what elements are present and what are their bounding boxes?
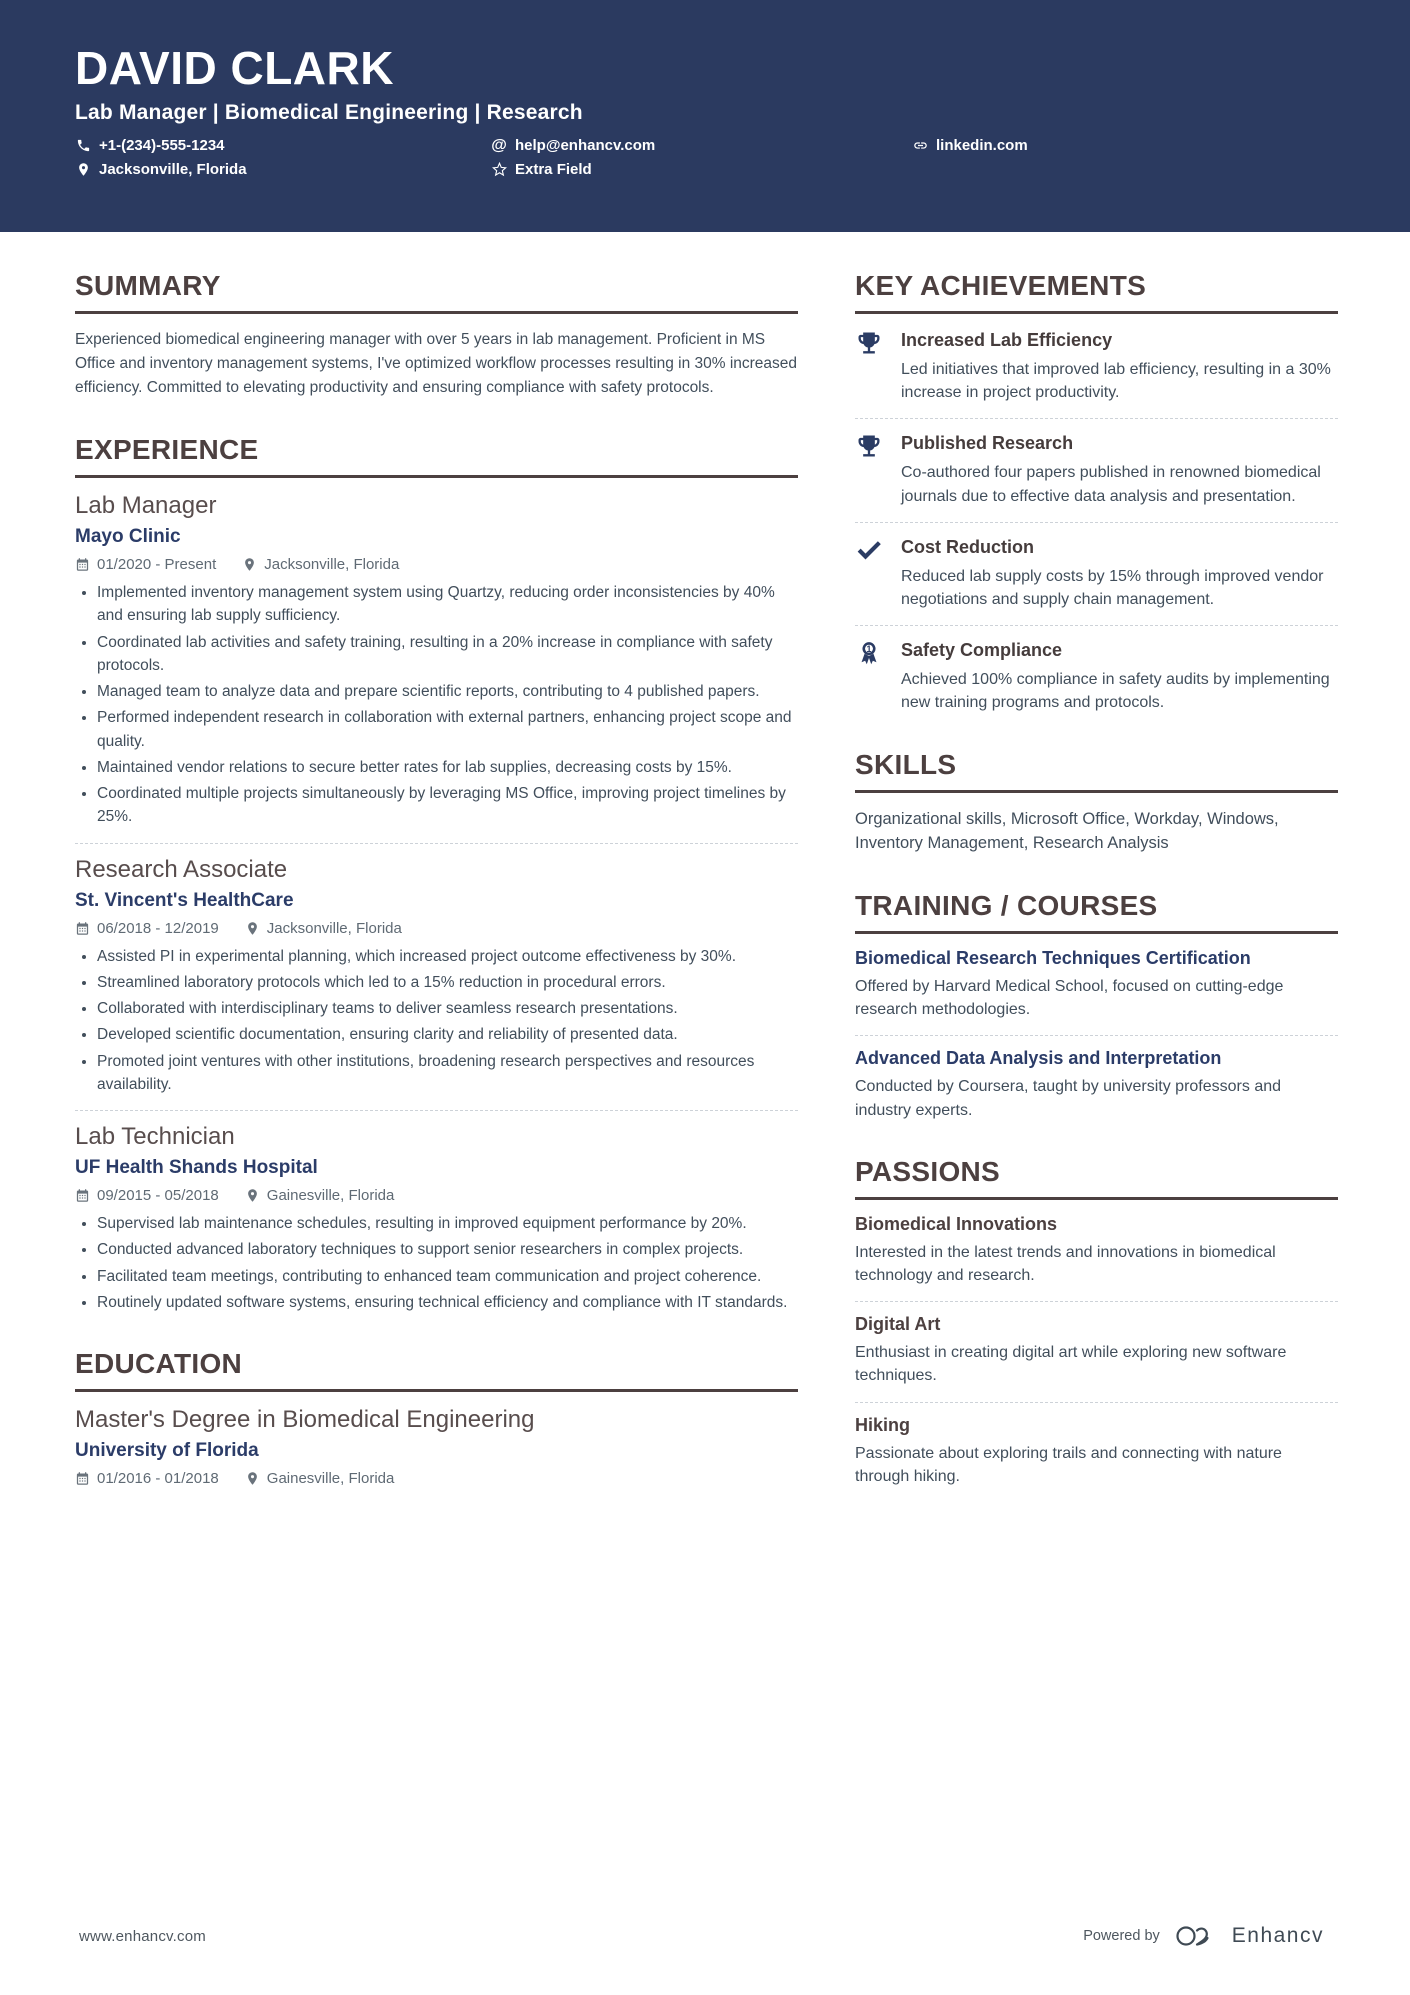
section-passions: [855, 1156, 1338, 1488]
date-range: 01/2020 - Present: [75, 556, 216, 573]
linkedin-contact[interactable]: [912, 137, 1338, 154]
skills-list: Organizational skills, Microsoft Office, Workday, Windows, Inventory Management, Research Analysis: [855, 809, 1279, 853]
email-contact[interactable]: [491, 137, 912, 154]
education-heading: EDUCATION: [75, 1348, 798, 1392]
footer-site-link[interactable]: www.enhancv.com: [79, 1927, 206, 1945]
education-meta: [75, 1470, 798, 1487]
experience-entry: [75, 856, 798, 1097]
job-title: Research Associate: [75, 855, 288, 883]
achievement-item: [855, 638, 1338, 714]
job-meta: [75, 1187, 798, 1204]
location-pin-icon: [245, 1471, 260, 1486]
passion-item: [855, 1214, 1338, 1287]
calendar-icon: [75, 1188, 90, 1203]
brand-name: Enhancv: [1231, 1924, 1324, 1947]
location-contact: [75, 161, 491, 178]
at-icon: @: [491, 136, 507, 154]
entry-divider: [75, 1110, 798, 1111]
course-title: Biomedical Research Techniques Certification: [855, 948, 1251, 968]
achievement-item: [855, 431, 1338, 507]
achievement-text: Reduced lab supply costs by 15% through improved vendor negotiations and supply chain management.: [901, 567, 1324, 608]
bullet: • Performed independent research in collaboration with external partners, enhancing project scope and quality.: [97, 706, 798, 753]
date-range: 09/2015 - 05/2018: [75, 1187, 219, 1204]
passion-text: Enthusiast in creating digital art while exploring new software techniques.: [855, 1344, 1287, 1385]
job-title: Lab Manager: [75, 492, 217, 520]
job-location: Jacksonville, Florida: [242, 556, 399, 573]
passion-title: Biomedical Innovations: [855, 1213, 1058, 1234]
section-summary: [75, 270, 798, 400]
enhancv-logo-icon: [1174, 1923, 1218, 1949]
date-range: 06/2018 - 12/2019: [75, 920, 219, 937]
passion-title: Digital Art: [855, 1314, 941, 1335]
check-icon: [855, 535, 901, 569]
right-column: [855, 270, 1338, 1522]
achievement-item: [855, 328, 1338, 404]
powered-by-label: Powered by: [1083, 1928, 1160, 1944]
bullet: • Developed scientific documentation, ensuring clarity and reliability of presented data.: [97, 1023, 798, 1046]
bullet: • Implemented inventory management system using Quartzy, reducing order inconsistencies by 40% and ensuring lab supply sufficiency.: [97, 581, 798, 628]
company-name: St. Vincent's HealthCare: [75, 889, 294, 911]
bullet: • Managed team to analyze data and prepare scientific reports, contributing to 4 published papers.: [97, 680, 798, 703]
entry-divider: [855, 1402, 1338, 1403]
svg-text:1: 1: [866, 644, 872, 655]
job-bullets: [97, 945, 798, 1097]
job-meta: [75, 920, 798, 937]
bullet: • Maintained vendor relations to secure better rates for lab supplies, decreasing costs by 15%.: [97, 756, 798, 779]
calendar-icon: [75, 921, 90, 936]
job-bullets: [97, 581, 798, 829]
contact-row: [75, 137, 1338, 178]
company-name: UF Health Shands Hospital: [75, 1157, 318, 1179]
calendar-icon: [75, 557, 90, 572]
passion-text: Interested in the latest trends and innovations in biomedical technology and research.: [855, 1243, 1276, 1284]
passion-text: Passionate about exploring trails and connecting with nature through hiking.: [855, 1444, 1282, 1485]
experience-heading: EXPERIENCE: [75, 434, 798, 478]
entry-divider: [855, 418, 1338, 419]
entry-divider: [855, 625, 1338, 626]
school-name: University of Florida: [75, 1440, 259, 1462]
passion-item: [855, 1415, 1338, 1488]
calendar-icon: [75, 1471, 90, 1486]
main-content: [0, 232, 1410, 1522]
bullet: • Facilitated team meetings, contributing to enhanced team communication and project coherence.: [97, 1265, 798, 1288]
course-title: Advanced Data Analysis and Interpretation: [855, 1048, 1222, 1069]
footer-brand: [1083, 1923, 1324, 1949]
course-text: Conducted by Coursera, taught by university professors and industry experts.: [855, 1078, 1282, 1119]
company-name: Mayo Clinic: [75, 526, 181, 548]
summary-text: Experienced biomedical engineering manager with over 5 years in lab management. Proficient in MS Office and inventory management systems, I've optimized workflow processes resulting in 30% increased efficiency. Committed to elevating productivity and ensuring compliance with safety protocols.: [75, 331, 798, 397]
achievement-text: Co-authored four papers published in renowned biomedical journals due to effective data analysis and presentation.: [901, 464, 1321, 505]
job-meta: [75, 556, 798, 573]
bullet: • Supervised lab maintenance schedules, resulting in improved equipment performance by 20%.: [97, 1212, 798, 1235]
skills-heading: SKILLS: [855, 749, 1338, 793]
achievement-title: Safety Compliance: [901, 640, 1063, 661]
entry-divider: [855, 522, 1338, 523]
entry-divider: [855, 1035, 1338, 1036]
phone-icon: [75, 138, 91, 154]
training-heading: TRAINING / COURSES: [855, 890, 1338, 934]
trophy-icon: [855, 431, 901, 465]
trophy-icon: [855, 328, 901, 362]
location-pin-icon: [75, 162, 91, 178]
location-pin-icon: [245, 1188, 260, 1203]
achievement-title: Cost Reduction: [901, 536, 1034, 557]
bullet: • Conducted advanced laboratory techniques to support senior researchers in complex projects.: [97, 1238, 798, 1261]
degree-title: Master's Degree in Biomedical Engineering: [75, 1406, 535, 1434]
summary-heading: SUMMARY: [75, 270, 798, 314]
phone-number: +1-(234)-555-1234: [99, 137, 225, 155]
experience-entry: [75, 492, 798, 829]
experience-entry: [75, 1123, 798, 1314]
job-location: Gainesville, Florida: [245, 1187, 395, 1204]
achievement-text: Achieved 100% compliance in safety audits by implementing new training programs and protocols.: [901, 671, 1330, 712]
bullet: • Streamlined laboratory protocols which led to a 15% reduction in procedural errors.: [97, 971, 798, 994]
bullet: • Routinely updated software systems, ensuring technical efficiency and compliance with IT standards.: [97, 1291, 798, 1314]
entry-divider: [855, 1301, 1338, 1302]
extra-field-contact: [491, 161, 912, 178]
location-pin-icon: [242, 557, 257, 572]
bullet: • Assisted PI in experimental planning, which increased project outcome effectiveness by 30%.: [97, 945, 798, 968]
achievement-title: Increased Lab Efficiency: [901, 330, 1113, 350]
bullet: • Collaborated with interdisciplinary teams to deliver seamless research presentations.: [97, 997, 798, 1020]
section-education: [75, 1348, 798, 1487]
linkedin-url[interactable]: linkedin.com: [936, 137, 1028, 155]
section-experience: [75, 434, 798, 1314]
job-bullets: [97, 1212, 798, 1314]
achievement-text: Led initiatives that improved lab efficiency, resulting in a 30% increase in project productivity.: [901, 361, 1331, 402]
course-text: Offered by Harvard Medical School, focused on cutting-edge research methodologies.: [855, 978, 1284, 1019]
footer: [0, 1923, 1410, 1949]
bullet: • Coordinated multiple projects simultaneously by leveraging MS Office, improving project timelines by 25%.: [97, 782, 798, 829]
section-skills: [855, 749, 1338, 857]
left-column: [75, 270, 798, 1522]
passions-heading: PASSIONS: [855, 1156, 1338, 1200]
header: [0, 0, 1410, 232]
candidate-headline: Lab Manager | Biomedical Engineering | Research: [75, 101, 583, 125]
bullet: • Coordinated lab activities and safety training, resulting in a 20% increase in compliance with safety protocols.: [97, 631, 798, 678]
star-icon: [491, 162, 507, 178]
candidate-name: DAVID CLARK: [75, 42, 394, 94]
achievement-item: [855, 535, 1338, 611]
link-icon: [912, 138, 928, 154]
entry-divider: [75, 843, 798, 844]
achievements-heading: KEY ACHIEVEMENTS: [855, 270, 1338, 314]
job-title: Lab Technician: [75, 1123, 235, 1151]
achievement-title: Published Research: [901, 433, 1074, 454]
date-range: 01/2016 - 01/2018: [75, 1470, 219, 1487]
job-location: Jacksonville, Florida: [245, 920, 402, 937]
extra-field-text: Extra Field: [515, 161, 592, 179]
section-training: [855, 890, 1338, 1122]
education-location: Gainesville, Florida: [245, 1470, 395, 1487]
location-text: Jacksonville, Florida: [99, 161, 247, 179]
medal-icon: [855, 638, 901, 672]
email-address[interactable]: help@enhancv.com: [515, 137, 656, 155]
course-item: [855, 1048, 1338, 1121]
bullet: • Promoted joint ventures with other institutions, broadening research perspectives and resources availability.: [97, 1050, 798, 1097]
course-item: [855, 948, 1338, 1021]
passion-title: Hiking: [855, 1414, 911, 1435]
passion-item: [855, 1314, 1338, 1387]
section-key-achievements: [855, 270, 1338, 715]
phone-contact: [75, 137, 491, 154]
location-pin-icon: [245, 921, 260, 936]
